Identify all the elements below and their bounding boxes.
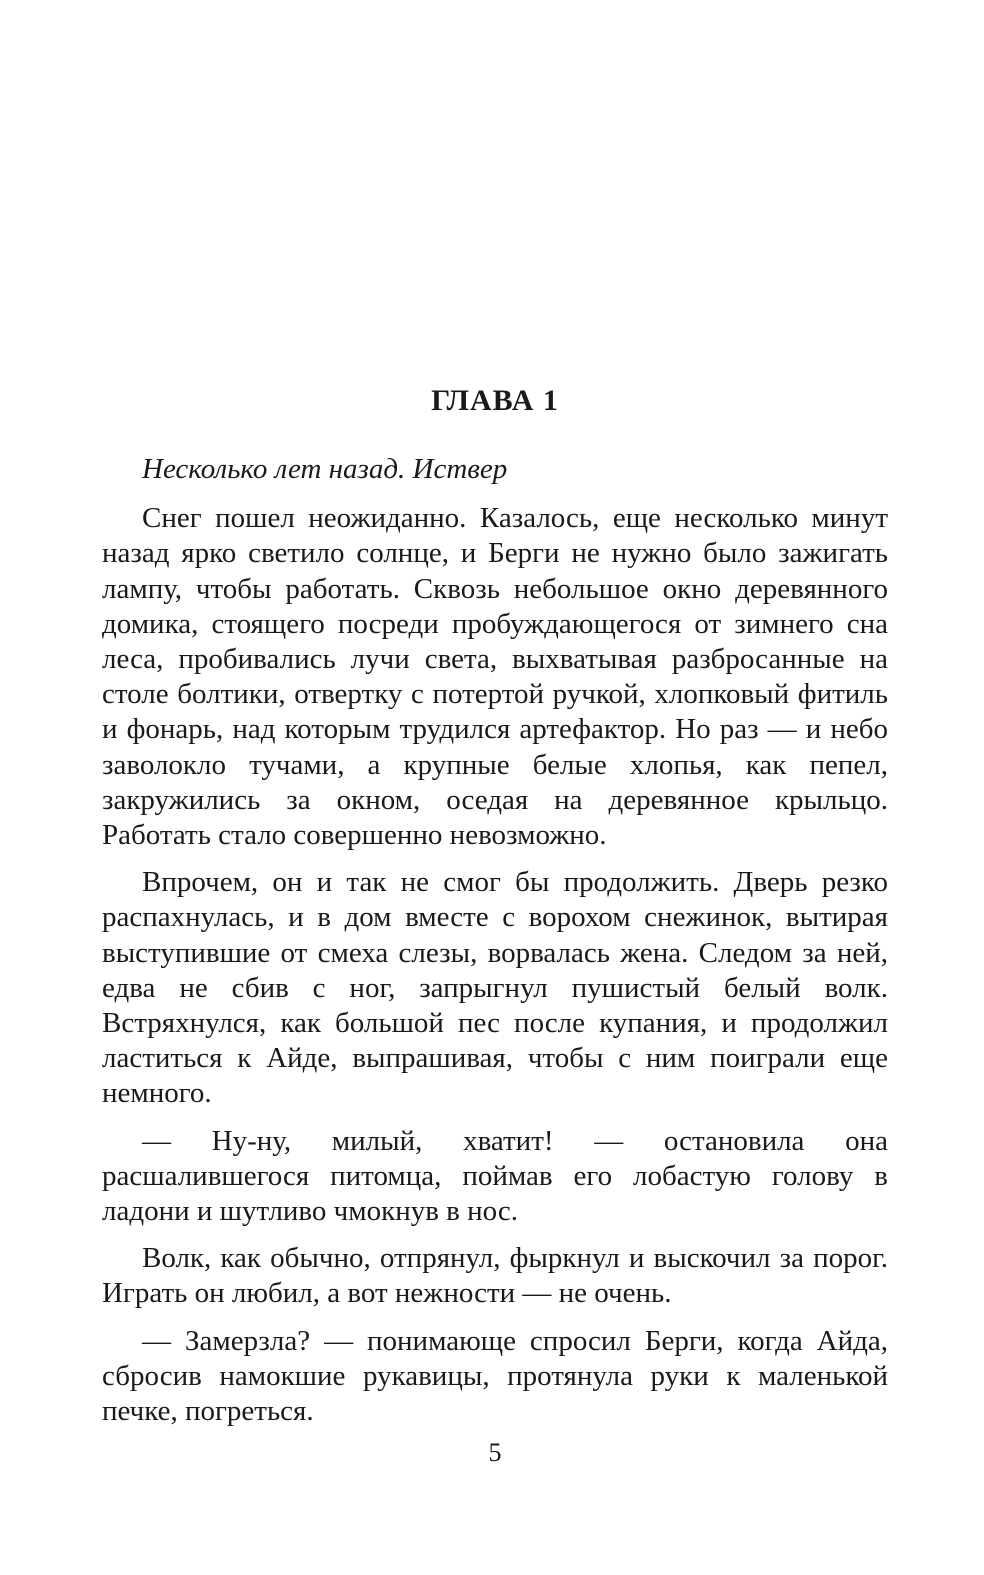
chapter-title: ГЛАВА 1 [431,384,559,417]
paragraph: Волк, как обычно, отпрянул, фыркнул и выскочил за порог. Играть он любил, а вот нежности — не очень. [102,1242,888,1310]
page-number: 5 [488,1438,502,1467]
chapter-text [102,452,888,1441]
paragraph: Впрочем, он и так не смог бы продолжить. Дверь резко распахнулась, и в дом вместе с ворохом снежинок, вытирая выступившие от смеха слезы, ворвалась жена. Следом за ней, едва не сбив с ног, запрыгнул пушистый белый волк. Встряхнулся, как большой пес после купания, и продолжил ластиться к Айде, выпрашивая, чтобы с ним поиграли еще немного. [102,866,888,1110]
paragraph: — Замерзла? — понимающе спросил Берги, когда Айда, сбросив намокшие рукавицы, протянула руки к маленькой печке, погреться. [102,1324,888,1428]
paragraph: — Ну-ну, милый, хватит! — остановила она расшалившегося питомца, поймав его лобастую голову в ладони и шутливо чмокнув в нос. [102,1124,888,1228]
book-page [102,0,888,1575]
chapter-subtitle: Несколько лет назад. Иствер [142,453,508,485]
paragraph: Снег пошел неожиданно. Казалось, еще несколько минут назад ярко светило солнце, и Берги не нужно было зажигать лампу, чтобы работать. Сквозь небольшое окно деревянного домика, стоящего посреди пробуждающегося от зимнего сна леса, пробивались лучи света, выхватывая разбросанные на столе болтики, отвертку с потертой ручкой, хлопковый фитиль и фонарь, над которым трудился артефактор. Но раз — и небо заволокло тучами, а крупные белые хлопья, как пепел, закружились за окном, оседая на деревянное крыльцо. Работать стало совершенно невозможно. [102,502,888,852]
